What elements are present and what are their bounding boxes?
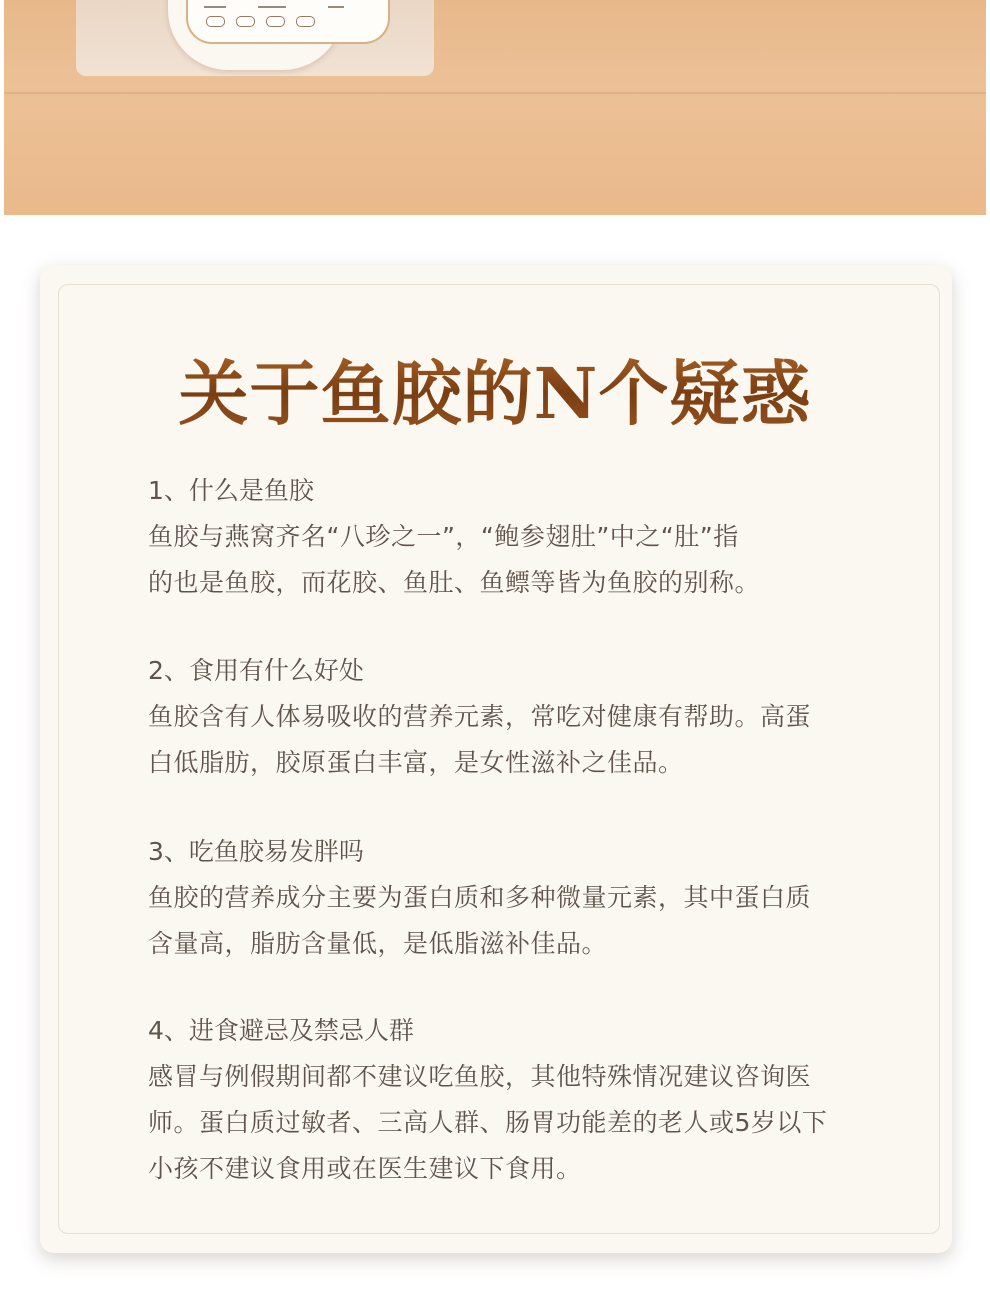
faq-question: 2、食用有什么好处 bbox=[148, 656, 364, 685]
banner-edge bbox=[986, 0, 990, 215]
faq-answer-line: 鱼胶含有人体易吸收的营养元素，常吃对健康有帮助。高蛋 bbox=[148, 702, 812, 731]
faq-question: 3、吃鱼胶易发胖吗 bbox=[148, 837, 364, 866]
panel-label-mark bbox=[258, 6, 286, 8]
banner-divider bbox=[0, 92, 990, 94]
panel-button-icon bbox=[266, 16, 285, 27]
faq-answer-line: 含量高，脂肪含量低，是低脂滋补佳品。 bbox=[148, 929, 608, 958]
panel-button-icon bbox=[236, 16, 255, 27]
panel-label-mark bbox=[328, 6, 344, 8]
faq-answer-line: 的也是鱼胶，而花胶、鱼肚、鱼鳔等皆为鱼胶的别称。 bbox=[148, 568, 761, 597]
faq-question: 1、什么是鱼胶 bbox=[148, 476, 314, 505]
faq-question: 4、进食避忌及禁忌人群 bbox=[148, 1016, 414, 1045]
faq-section-2 bbox=[148, 648, 888, 786]
faq-answer-line: 师。蛋白质过敏者、三高人群、肠胃功能差的老人或5岁以下 bbox=[148, 1108, 828, 1137]
faq-answer-line: 白低脂肪，胶原蛋白丰富，是女性滋补之佳品。 bbox=[148, 748, 684, 777]
faq-section-4 bbox=[148, 1008, 888, 1192]
faq-answer-line: 鱼胶与燕窝齐名“八珍之一”，“鲍参翅肚”中之“肚”指 bbox=[148, 522, 739, 551]
faq-section-3 bbox=[148, 829, 888, 967]
panel-button-icon bbox=[296, 16, 315, 27]
panel-button-icon bbox=[206, 16, 225, 27]
page-title: 关于鱼胶的N个疑惑 bbox=[0, 338, 990, 439]
rice-cooker-photo bbox=[76, 0, 434, 76]
control-panel bbox=[186, 0, 390, 44]
banner-edge bbox=[0, 0, 4, 215]
panel-label-mark bbox=[204, 6, 226, 8]
faq-section-1 bbox=[148, 468, 888, 606]
product-banner bbox=[0, 0, 990, 215]
faq-answer-line: 鱼胶的营养成分主要为蛋白质和多种微量元素，其中蛋白质 bbox=[148, 883, 812, 912]
faq-answer-line: 感冒与例假期间都不建议吃鱼胶，其他特殊情况建议咨询医 bbox=[148, 1062, 812, 1091]
faq-answer-line: 小孩不建议食用或在医生建议下食用。 bbox=[148, 1154, 582, 1183]
